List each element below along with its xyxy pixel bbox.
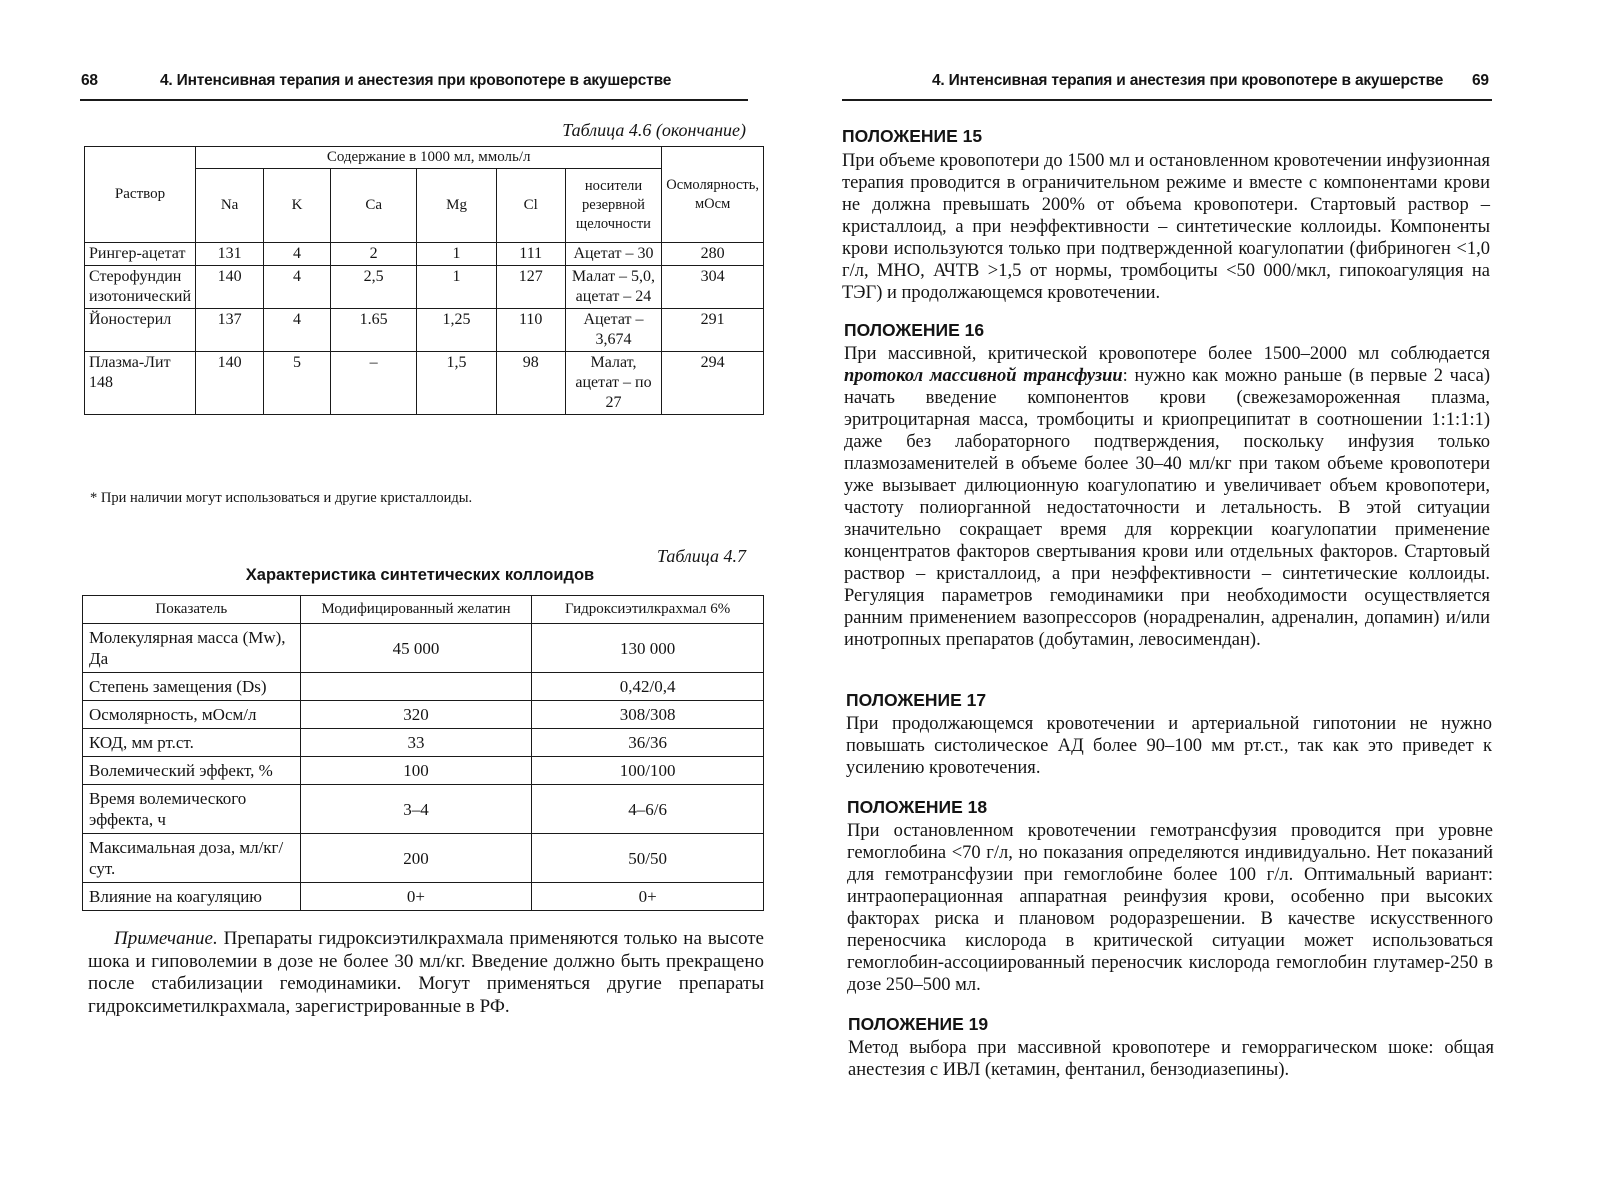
col-header-carriers: носители резервной щелочности	[565, 169, 662, 243]
page-number-right: 69	[1472, 72, 1489, 89]
col-header-content: Содержание в 1000 мл, ммоль/л	[196, 147, 662, 169]
col-header-cl: Cl	[496, 169, 565, 243]
cell-k: 5	[264, 352, 331, 415]
cell-mg: 1,25	[417, 309, 496, 352]
table-row	[85, 309, 764, 352]
col-header-solution: Раствор	[85, 147, 196, 243]
col-header-indicator: Показатель	[83, 596, 301, 624]
cell-hes: 0,42/0,4	[532, 673, 764, 701]
cell-mg: 1,5	[417, 352, 496, 415]
header-rule-right	[842, 99, 1492, 101]
cell-hes: 0+	[532, 883, 764, 911]
table-row	[83, 673, 764, 701]
cell-gelatin: 45 000	[300, 624, 532, 673]
table-row	[83, 883, 764, 911]
cell-hes: 4–6/6	[532, 785, 764, 834]
note-text: Препараты гидроксиэтилкрахмала применяются только на высоте шока и гиповолемии в дозе не более 30 мл/кг. Введение должно быть прекращено после стабилизации гемодинамики. Могут применяться другие препараты гидроксиметилкрахмала, зарегистрированные в РФ.	[88, 928, 764, 1017]
section-heading: ПОЛОЖЕНИЕ 19	[848, 1014, 989, 1034]
cell-solution: Плазма-Лит 148	[85, 352, 196, 415]
cell-na: 131	[196, 243, 264, 266]
cell-hes: 130 000	[532, 624, 764, 673]
section-text: При объеме кровопотери до 1500 мл и остановленном кровотечении инфузионная терапия проводится в ограничительном режиме и вместе с компонентами крови не должна превышать 200% от объема кровопотери. Стартовый раствор – кристаллоид, а при неэффективности – синтетические коллоиды. Компоненты крови используются только при подтвержденной коагулопатии (фибриноген <1,0 г/л, МНО, АЧТВ >1,5 от нормы, тромбоциты <50 000/мкл, гипокоагуляция на ТЭГ) и продолжающемся кровотечении.	[842, 151, 1490, 303]
table-4-6-caption: Таблица 4.6 (окончание)	[562, 120, 746, 140]
cell-indicator: Максимальная доза, мл/кг/сут.	[83, 834, 301, 883]
section-text-part: : нужно как можно раньше (в первые 2 часа) начать введение компонентов крови (свежезамороженная плазма, эритроцитарная масса, тромбоциты и криопреципитат в соотношении 1:1:1:1) даже без лабораторного подтверждения, поскольку инфузия только плазмозаменителей в объеме более 30–40 мл/кг при таком объеме кровопотери уже вызывает дилюционную коагулопатию и увеличивает объем кровопотери, частоту полиорганной недостаточности и летальность. В этой ситуации значительно сокращает время для коррекции коагулопатии применение концентратов факторов свертывания крови или отдельных факторов. Стартовый раствор – кристаллоид, а при неэффективности – синтетические коллоиды. Регуляция параметров гемодинамики при необходимости осуществляется ранним применением вазопрессоров (норадреналин, адреналин, допамин) и/или инотропных препаратов (добутамин, левосимендан).	[844, 366, 1490, 650]
table-row	[83, 701, 764, 729]
table-row	[83, 834, 764, 883]
cell-k: 4	[264, 309, 331, 352]
running-head-right: 4. Интенсивная терапия и анестезия при кровопотере в акушерстве	[932, 72, 1444, 89]
cell-hes: 36/36	[532, 729, 764, 757]
cell-mg: 1	[417, 266, 496, 309]
emphasis-term: протокол массивной трансфузии	[844, 366, 1123, 386]
section-heading: ПОЛОЖЕНИЕ 18	[847, 797, 988, 817]
cell-na: 140	[196, 266, 264, 309]
cell-hes: 100/100	[532, 757, 764, 785]
cell-osm: 280	[662, 243, 764, 266]
table-4-6-footnote: * При наличии могут использоваться и другие кристаллоиды.	[90, 490, 473, 506]
cell-ca: 1.65	[330, 309, 417, 352]
cell-ca: –	[330, 352, 417, 415]
cell-indicator: Влияние на коагуляцию	[83, 883, 301, 911]
cell-hes: 50/50	[532, 834, 764, 883]
table-row	[83, 785, 764, 834]
col-header-na: Na	[196, 169, 264, 243]
cell-carrier: Ацетат – 30	[565, 243, 662, 266]
col-header-hes: Гидроксиэтилкрахмал 6%	[532, 596, 764, 624]
cell-gelatin	[300, 673, 532, 701]
cell-osm: 291	[662, 309, 764, 352]
cell-carrier: Ацетат – 3,674	[565, 309, 662, 352]
col-header-osmolarity: Осмолярность, мОсм	[662, 147, 764, 243]
page-number-left: 68	[81, 72, 98, 89]
section-text	[844, 343, 1490, 651]
section-heading: ПОЛОЖЕНИЕ 17	[846, 690, 987, 710]
cell-indicator: КОД, мм рт.ст.	[83, 729, 301, 757]
cell-cl: 98	[496, 352, 565, 415]
cell-k: 4	[264, 243, 331, 266]
cell-osm: 294	[662, 352, 764, 415]
cell-gelatin: 0+	[300, 883, 532, 911]
cell-cl: 127	[496, 266, 565, 309]
col-header-ca: Ca	[330, 169, 417, 243]
cell-gelatin: 320	[300, 701, 532, 729]
cell-hes: 308/308	[532, 701, 764, 729]
section-text-part: При массивной, критической кровопотере более 1500–2000 мл соблюдается	[844, 344, 1490, 364]
cell-cl: 110	[496, 309, 565, 352]
cell-ca: 2	[330, 243, 417, 266]
table-4-6	[84, 146, 764, 415]
cell-indicator: Степень замещения (Ds)	[83, 673, 301, 701]
cell-solution: Рингер-ацетат	[85, 243, 196, 266]
cell-gelatin: 100	[300, 757, 532, 785]
table-row	[85, 352, 764, 415]
section-heading: ПОЛОЖЕНИЕ 16	[844, 320, 985, 340]
right-page	[800, 0, 1600, 1195]
cell-carrier: Малат – 5,0, ацетат – 24	[565, 266, 662, 309]
cell-cl: 111	[496, 243, 565, 266]
table-4-7-title: Характеристика синтетических коллоидов	[245, 566, 595, 584]
table-4-7	[82, 595, 764, 911]
table-row	[83, 757, 764, 785]
table-4-7-caption: Таблица 4.7	[656, 546, 746, 566]
cell-gelatin: 3–4	[300, 785, 532, 834]
cell-osm: 304	[662, 266, 764, 309]
section-text: Метод выбора при массивной кровопотере и геморрагическом шоке: общая анестезия с ИВЛ (кетамин, фентанил, бензодиазепины).	[848, 1038, 1494, 1080]
cell-mg: 1	[417, 243, 496, 266]
section-text: При продолжающемся кровотечении и артериальной гипотонии не нужно повышать систолическое АД более 90–100 мм рт.ст., так как это приведет к усилению кровотечения.	[846, 714, 1492, 778]
cell-carrier: Малат, ацетат – по 27	[565, 352, 662, 415]
cell-gelatin: 200	[300, 834, 532, 883]
section-text: При остановленном кровотечении гемотрансфузия проводится при уровне гемоглобина <70 г/л, но показания определяются индивидуально. Нет показаний для гемотрансфузии при гемоглобине более 100 г/л. Оптимальный вариант: интраоперационная аппаратная реинфузия крови, особенно при высоких факторах риска и плановом родоразрешении. В качестве искусственного переносчика кислорода в критической ситуации может использоваться гемоглобин-ассоциированный переносчик кислорода гемоглобин глутамер-250 в дозе 250–500 мл.	[847, 821, 1493, 995]
col-header-k: K	[264, 169, 331, 243]
running-head-left: 4. Интенсивная терапия и анестезия при кровопотере в акушерстве	[160, 72, 672, 89]
col-header-mg: Mg	[417, 169, 496, 243]
cell-na: 137	[196, 309, 264, 352]
table-row	[83, 729, 764, 757]
cell-na: 140	[196, 352, 264, 415]
cell-indicator: Молекулярная масса (Mw), Да	[83, 624, 301, 673]
cell-indicator: Волемический эффект, %	[83, 757, 301, 785]
table-row	[83, 624, 764, 673]
cell-gelatin: 33	[300, 729, 532, 757]
table-note	[88, 928, 764, 1018]
cell-indicator: Осмолярность, мОсм/л	[83, 701, 301, 729]
note-label: Примечание.	[114, 928, 218, 949]
header-rule-left	[80, 99, 748, 101]
cell-ca: 2,5	[330, 266, 417, 309]
col-header-gelatin: Модифицированный желатин	[300, 596, 532, 624]
table-row	[85, 243, 764, 266]
cell-solution: Йоностерил	[85, 309, 196, 352]
cell-k: 4	[264, 266, 331, 309]
cell-indicator: Время волемического эффекта, ч	[83, 785, 301, 834]
table-row	[85, 266, 764, 309]
cell-solution: Стерофундин изотонический	[85, 266, 196, 309]
section-heading: ПОЛОЖЕНИЕ 15	[842, 126, 983, 146]
